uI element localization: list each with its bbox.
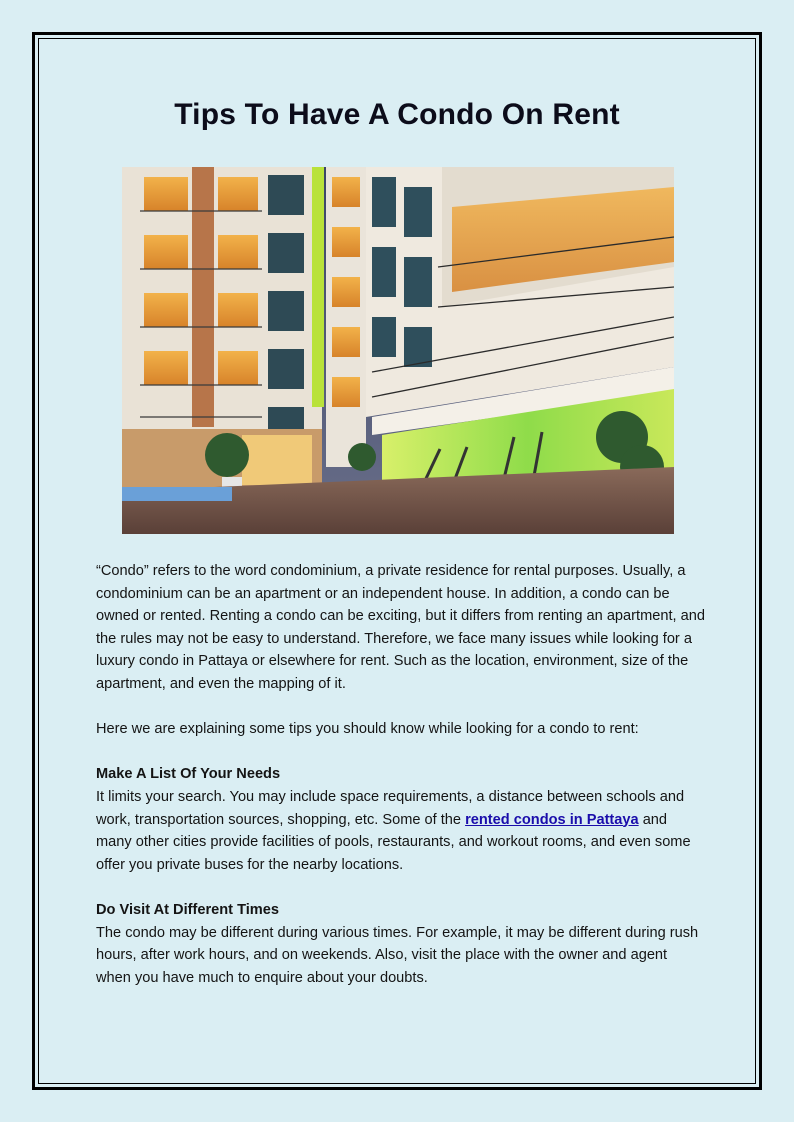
needs-text-before: It limits your search. You may include space requirements, a distance between schools and work, transportation sources, shopping, etc. Some of the	[96, 788, 685, 828]
section-paragraph-visit: The condo may be different during various times. For example, it may be different during rush hours, after work hours, and on weekends. Also, visit the place with the owner and agent when you have much to enquire about your doubts.	[96, 924, 699, 986]
section-heading-visit: Do Visit At Different Times	[96, 901, 279, 918]
section-heading-needs: Make A List Of Your Needs	[96, 766, 281, 783]
needs-text-after: and many other cities provide facilities of pools, restaurants, and workout rooms, and even some offer you private buses for the nearby locations.	[96, 811, 691, 873]
section-paragraph-needs	[96, 786, 706, 876]
rented-condos-link[interactable]: rented condos in Pattaya	[465, 811, 639, 828]
condo-building-photo	[122, 167, 674, 534]
intro-paragraph: “Condo” refers to the word condominium, a private residence for rental purposes. Usually, a condominium can be an apartment or an independent house. In addition, a condo can be owned or rented. Renting a condo can be exciting, but it differs from renting an apartment, and the rules may not be easy to understand. Therefore, we face many issues while looking for a luxury condo in Pattaya or elsewhere for rent. Such as the location, environment, size of the apartment, and even the mapping of it.	[96, 563, 705, 692]
article-body	[96, 560, 706, 989]
page-title: Tips To Have A Condo On Rent	[174, 98, 620, 131]
lead-paragraph: Here we are explaining some tips you should know while looking for a condo to rent:	[96, 721, 639, 738]
